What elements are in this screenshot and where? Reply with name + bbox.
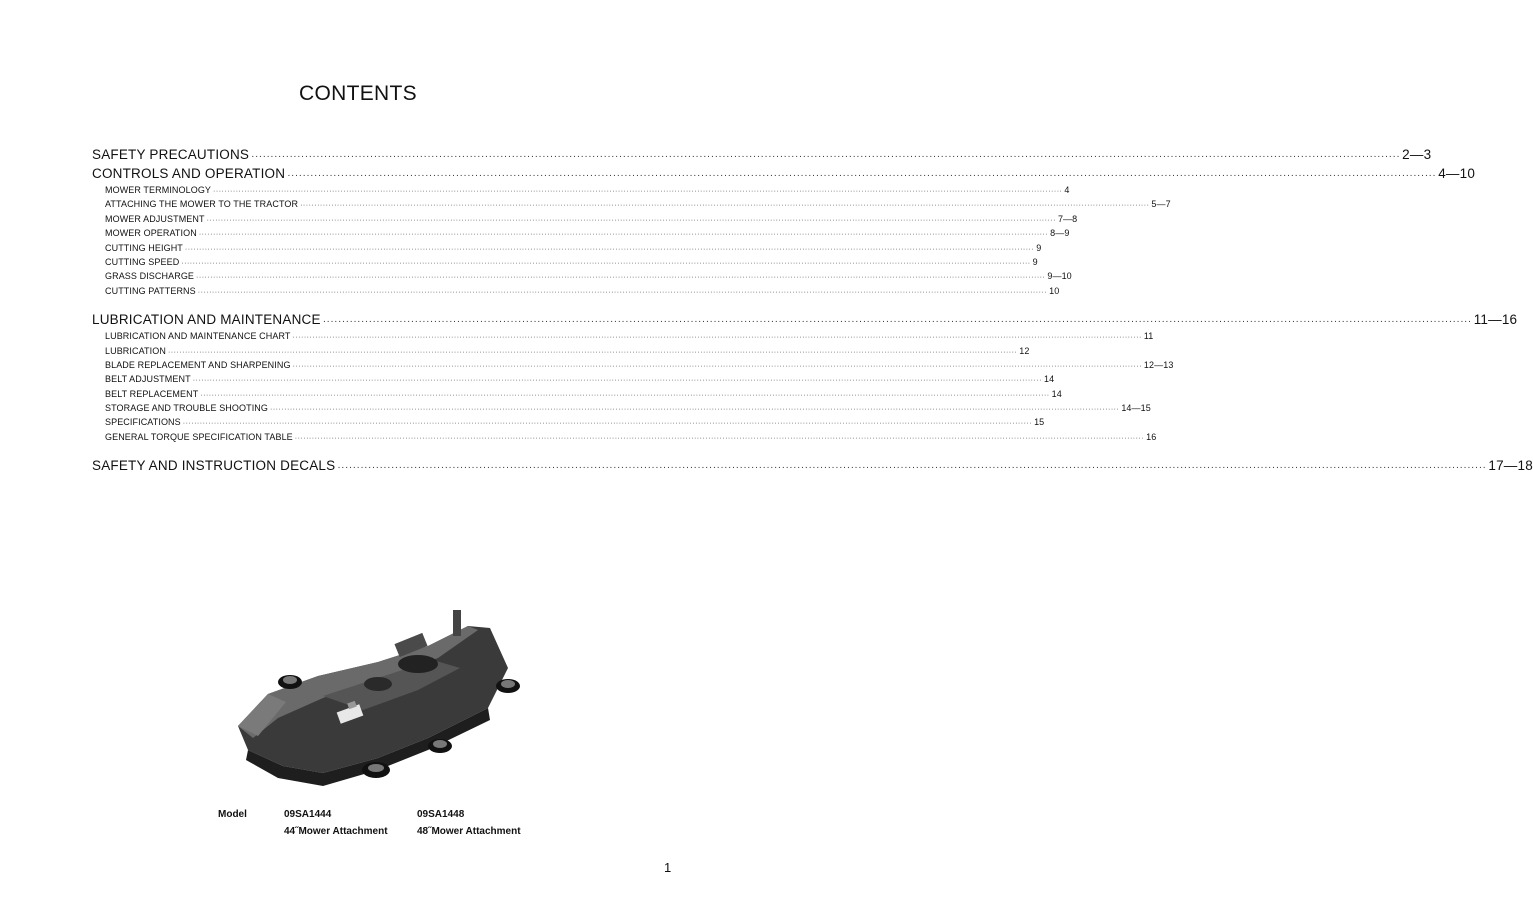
- toc-main-entry: [92, 312, 1518, 331]
- toc-entry-page: 12—13: [1143, 359, 1174, 370]
- toc-leader-dots: ············································································································································································································································································································: [167, 348, 1018, 356]
- toc-leader-dots: ············································································································································································································································································································: [181, 259, 1031, 267]
- model-48-description: 48˝Mower Attachment: [417, 826, 521, 837]
- toc-sub-entry: [92, 359, 1174, 374]
- toc-entry-title: CUTTING PATTERNS: [105, 285, 196, 296]
- toc-entry-page: 17—18: [1488, 458, 1533, 474]
- toc-entry-page: 15: [1034, 417, 1045, 428]
- toc-sub-entry: [92, 345, 1030, 360]
- toc-entry-page: 11: [1143, 331, 1154, 342]
- toc-entry-page: 9: [1036, 242, 1042, 253]
- page-number: 1: [664, 860, 672, 875]
- model-label: Model: [218, 809, 247, 820]
- toc-entry-page: 14—15: [1121, 403, 1151, 414]
- toc-section-lubrication: [92, 312, 1518, 446]
- mower-deck-illustration: [228, 598, 528, 794]
- toc-leader-dots: ············································································································································································································································································································: [192, 377, 1043, 385]
- toc-sub-entry: [92, 388, 1062, 403]
- toc-entry-page: 16: [1146, 431, 1157, 442]
- toc-leader-dots: ············································································································································································································································································································: [197, 288, 1048, 296]
- toc-entry-title: LUBRICATION AND MAINTENANCE CHART: [105, 331, 291, 342]
- model-48-number: 09SA1448: [417, 809, 465, 820]
- model-44-number: 09SA1444: [284, 809, 332, 820]
- toc-section-controls: [92, 147, 1476, 300]
- toc-entry-title: BELT ADJUSTMENT: [105, 374, 191, 385]
- toc-entry-page: 11—16: [1473, 312, 1518, 328]
- toc-entry-page: 7—8: [1057, 213, 1078, 224]
- toc-leader-dots: ············································································································································································································································································································: [294, 434, 1145, 442]
- toc-sub-entry: [92, 185, 1070, 199]
- toc-leader-dots: ············································································································································································································································································································: [270, 406, 1120, 414]
- toc-leader-dots: ············································································································································································································································································································: [213, 188, 1063, 195]
- toc-entry-title: STORAGE AND TROUBLE SHOOTING: [105, 403, 268, 414]
- toc-entry-title: GRASS DISCHARGE: [105, 271, 195, 282]
- toc-entry-page: 9—10: [1047, 271, 1072, 282]
- toc-leader-dots: ············································································································································································································································································································: [292, 362, 1142, 370]
- toc-sub-entry: [92, 256, 1038, 271]
- toc-sub-entry: [92, 199, 1171, 213]
- toc-sub-entry: [92, 431, 1157, 446]
- toc-sub-entry: [92, 228, 1070, 242]
- table-of-contents: [92, 147, 1533, 477]
- toc-sub-entry: [92, 417, 1045, 431]
- page-title: CONTENTS: [299, 82, 417, 105]
- toc-sub-entry: [92, 271, 1072, 285]
- toc-entry-title: BLADE REPLACEMENT AND SHARPENING: [105, 359, 291, 370]
- toc-entry-title: ATTACHING THE MOWER TO THE TRACTOR: [105, 199, 299, 210]
- toc-entry-title: LUBRICATION AND MAINTENANCE: [92, 312, 321, 328]
- model-48: [417, 806, 521, 840]
- toc-leader-dots: ············································································································································································································································································································: [200, 391, 1050, 399]
- toc-leader-dots: ············································································································································································································································································································: [292, 334, 1142, 342]
- toc-main-entry: [92, 458, 1533, 477]
- toc-leader-dots: ············································································································································································································································································································: [206, 216, 1056, 224]
- toc-leader-dots: ············································································································································································································································································································: [322, 316, 1472, 328]
- toc-leader-dots: ············································································································································································································································································································: [182, 420, 1033, 428]
- toc-sub-entry: [92, 285, 1060, 300]
- toc-entry-page: 5—7: [1151, 199, 1171, 210]
- toc-entry-page: 8—9: [1050, 228, 1070, 239]
- toc-entry-title: SAFETY PRECAUTIONS: [92, 147, 250, 162]
- toc-entry-title: MOWER TERMINOLOGY: [105, 185, 212, 195]
- toc-leader-dots: ············································································································································································································································································································: [196, 274, 1046, 282]
- toc-entry-page: 2—3: [1402, 147, 1432, 162]
- toc-entry-page: 9: [1032, 256, 1038, 267]
- toc-leader-dots: ············································································································································································································································································································: [337, 462, 1487, 474]
- model-44-description: 44˝Mower Attachment: [284, 826, 388, 837]
- toc-entry-title: MOWER ADJUSTMENT: [105, 213, 205, 224]
- toc-leader-dots: ············································································································································································································································································································: [198, 231, 1049, 239]
- toc-entry-page: 14: [1051, 388, 1062, 399]
- toc-sub-entry: [92, 213, 1078, 228]
- toc-entry-title: CONTROLS AND OPERATION: [92, 166, 286, 181]
- toc-section-decals: [92, 458, 1533, 477]
- toc-entry-page: 12: [1019, 345, 1030, 356]
- toc-entry-title: SAFETY AND INSTRUCTION DECALS: [92, 458, 336, 474]
- toc-main-entry: [92, 147, 1432, 166]
- toc-leader-dots: ············································································································································································································································································································: [184, 245, 1035, 253]
- toc-entry-title: LUBRICATION: [105, 345, 166, 356]
- toc-leader-dots: ············································································································································································································································································································: [287, 170, 1437, 181]
- toc-sub-entry: [92, 242, 1042, 257]
- toc-sub-entry: [92, 331, 1154, 345]
- toc-entry-page: 10: [1049, 285, 1060, 296]
- toc-entry-title: SPECIFICATIONS: [105, 417, 181, 428]
- toc-entry-title: GENERAL TORQUE SPECIFICATION TABLE: [105, 431, 293, 442]
- toc-entry-page: 14: [1044, 374, 1055, 385]
- toc-entry-title: CUTTING SPEED: [105, 256, 180, 267]
- toc-entry-page: 4: [1064, 185, 1070, 195]
- toc-leader-dots: ············································································································································································································································································································: [251, 151, 1401, 162]
- toc-entry-title: BELT REPLACEMENT: [105, 388, 199, 399]
- toc-main-entry: [92, 166, 1476, 185]
- toc-entry-page: 4—10: [1438, 166, 1476, 181]
- toc-entry-title: MOWER OPERATION: [105, 228, 197, 239]
- model-44: [284, 806, 388, 840]
- toc-sub-entry: [92, 403, 1151, 417]
- toc-sub-entry: [92, 374, 1055, 388]
- toc-entry-title: CUTTING HEIGHT: [105, 242, 183, 253]
- toc-leader-dots: ············································································································································································································································································································: [300, 202, 1150, 210]
